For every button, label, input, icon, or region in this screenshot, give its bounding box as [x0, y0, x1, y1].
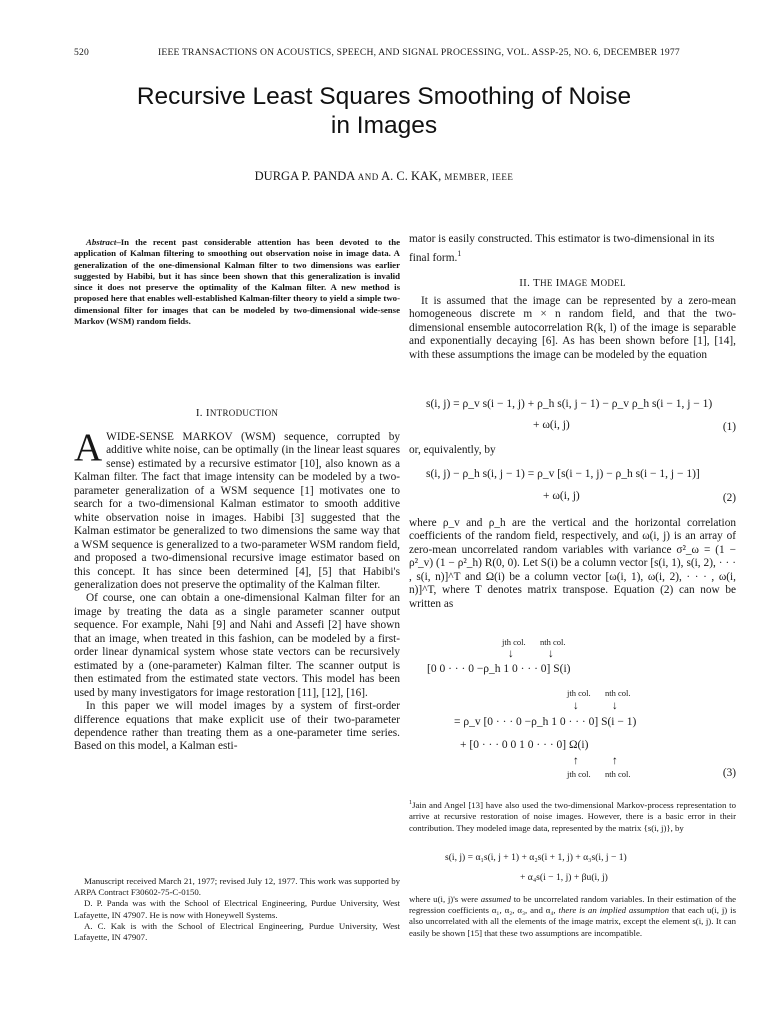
footnote-1	[409, 798, 736, 846]
label-nth-col-3: nth col.	[605, 769, 631, 779]
equation-2-number: (2)	[722, 492, 736, 504]
footnote-emphasis: assumed	[480, 894, 512, 904]
heading-rest: ODEL	[600, 278, 626, 288]
where-paragraph: where ρ_v and ρ_h are the vertical and the horizontal correlation coefficients of the random field, respectively, and ω(i, j) is an array of zero-mean uncorrelated random variables with variance σ²_ω = (1 − ρ²_v) (1 − ρ²_h) R(0, 0). Let S(i) be a column vector [s(i, 1), s(i, 2), · · · , s(i, n)]^T and Ω(i) be a column vector [ω(i, 1), ω(i, 2), · · · , ω(i, n)]^T, where T denotes matrix transpose. Equation (2) can now be written as	[409, 517, 736, 610]
author-1: DURGA P. PANDA	[254, 169, 355, 183]
journal-line: IEEE TRANSACTIONS ON ACOUSTICS, SPEECH, AND SIGNAL PROCESSING, VOL. ASSP-25, NO. 6, DECEMBER 1977	[158, 47, 680, 58]
intro-paragraph-2: Of course, one can obtain a one-dimensional Kalman filter for an image by treating the data as a single parameter scanner output sequence. For example, Nahi [9] and Nahi and Assefi [2] have shown that an image, when treated in this fashion, can be modeled by a first-order linear dynamical system whose state vectors can be recursively estimated by a (one-parameter) Kalman filter. The scanner output is then estimated from the estimated state vectors. This model has been used by many investigators for image restoration [11], [12], [16].	[74, 592, 400, 699]
heading-rest: NTRODUCTION	[209, 408, 279, 418]
author-affiliation: MEMBER, IEEE	[444, 172, 514, 182]
up-arrow-1: ↑	[573, 755, 579, 767]
page-number: 520	[74, 47, 89, 58]
section-heading-image-model	[409, 277, 736, 289]
abstract-lead: Abstract	[86, 237, 117, 247]
section-number: II.	[519, 277, 531, 289]
heading-initial: T	[533, 277, 541, 289]
label-nth-col-2: nth col.	[605, 688, 631, 698]
introduction-body	[74, 431, 400, 846]
label-jth-col-3: jth col.	[567, 769, 591, 779]
equation-3-line-2: = ρ_v [0 · · · 0 −ρ_h 1 0 · · · 0] S(i − 1)	[454, 716, 637, 728]
equation-1-line-2: + ω(i, j)	[533, 419, 570, 431]
equation-2-line-1: s(i, j) − ρ_h s(i, j − 1) = ρ_v [s(i − 1, j) − ρ_h s(i − 1, j − 1)]	[426, 468, 700, 480]
heading-initial: I	[205, 407, 210, 419]
heading-rest: MAGE	[559, 278, 588, 288]
equation-2-line-2: + ω(i, j)	[543, 490, 580, 502]
footnote-equation-line-2: + α₄s(i − 1, j) + βu(i, j)	[520, 872, 608, 883]
intro-paragraph-1-text: WIDE-SENSE MARKOV (WSM) sequence, corrupted by additive white noise, can be optimally (in the linear least squares sense) estimated by a recursive estimator [10], also known as a Kalman filter. The fact that image intensity can be modeled by a two-parameter generalization of a WSM sequence [1] motivates one to search for a two-dimensional Kalman estimator to smooth additive white observation noise in images. Habibi [3] suggested that the Kalman estimator be generalized to two dimensions the same way that a WSM sequence is generalized to a two-parameter WSM random field, and proposed a two-dimensional recursive image estimator based on this concept. It has since been determined [4], [5] that Habibi's generalization does not preserve the optimality of the Kalman filter.	[74, 431, 400, 591]
section-number: I.	[195, 407, 203, 419]
footnote-kak: A. C. Kak is with the School of Electrical Engineering, Purdue University, West Lafayette, IN 47907.	[74, 920, 400, 943]
intro-continuation-text: mator is easily constructed. This estimator is two-dimensional in its final form.	[409, 233, 715, 263]
author-and: AND	[357, 172, 379, 182]
footnote-text-part: that each u(i, j) is also uncorrelated with all the elements of the image matrix, except the element s(i, j). It can easily be shown [15] that these two assumptions are incompatible.	[409, 905, 736, 938]
down-arrow-3: ↓	[573, 700, 579, 712]
footnote-emphasis: there is an implied assumption	[558, 905, 669, 916]
drop-cap: A	[74, 431, 103, 469]
running-header	[74, 47, 736, 61]
equation-1-number: (1)	[722, 421, 736, 433]
heading-rest: HE	[540, 278, 553, 288]
down-arrow-1: ↓	[508, 648, 514, 660]
footnote-1-text: Jain and Angel [13] have also used the two-dimensional Markov-process representation to arrive at recursive restoration of noise images. However, there is a basic error in their contribution. They modeled image data, represented by the matrix {s(i, j)}, by	[409, 799, 736, 833]
paper-title	[60, 82, 708, 140]
intro-continuation	[409, 233, 736, 263]
intro-paragraph-1	[74, 431, 400, 592]
up-arrow-2: ↑	[612, 755, 618, 767]
title-line-1: Recursive Least Squares Smoothing of Noise	[136, 83, 632, 110]
abstract-text: –In the recent past considerable attention has been devoted to the application of Kalman filtering to smoothing out observation noise in image data. A generalization of the one-dimensional Kalman filter to two dimensions was earlier suggested by Habibi, but it has since been shown that this generalization is invalid since it does not preserve the optimality of the Kalman filter. A new method is proposed here that enables well-established Kalman-filter theory to yield a simple two-dimensional filter for images that can be modeled by two-dimensional wide-sense Markov (WSM) random fields.	[74, 237, 400, 327]
or-equivalently: or, equivalently, by	[409, 444, 496, 456]
author-line	[0, 169, 768, 184]
footnote-1-marker: 1	[409, 800, 413, 806]
footnote-panda: D. P. Panda was with the School of Electrical Engineering, Purdue University, West Lafayette, IN 47907. He is now with Honeywell Systems.	[74, 898, 400, 920]
label-jth-col-1: jth col.	[502, 637, 526, 647]
abstract	[74, 237, 400, 355]
equation-1-line-1: s(i, j) = ρ_v s(i − 1, j) + ρ_h s(i, j − 1) − ρ_v ρ_h s(i − 1, j − 1)	[426, 398, 713, 410]
heading-initial: I	[555, 277, 560, 289]
section-heading-introduction	[74, 407, 400, 419]
footnote-marker: 1	[457, 248, 462, 258]
footnote-received: Manuscript received March 21, 1977; revised July 12, 1977. This work was supported by ARPA Contract F30602-75-C-0150.	[74, 876, 400, 898]
down-arrow-2: ↓	[548, 648, 554, 660]
author-2: A. C. KAK,	[381, 169, 442, 183]
label-jth-col-2: jth col.	[567, 688, 591, 698]
equation-3-line-3: + [0 · · · 0 0 1 0 · · · 0] Ω(i)	[460, 739, 589, 751]
equation-3-number: (3)	[722, 767, 736, 779]
heading-initial: M	[590, 277, 601, 289]
down-arrow-4: ↓	[612, 700, 618, 712]
image-model-paragraph: It is assumed that the image can be represented by a zero-mean homogeneous discrete m × n random field, and that the two-dimensional ensemble autocorrelation R(k, l) of the image is separable and exponentially decaying [6]. As has been shown before [1], [14], with these assumptions the image can be modeled by the equation	[409, 295, 736, 361]
footnote-text-part: to be uncorrelated random variables. In their estimation of the regression coefficients α₁, α₂, α₃, and α₄,	[409, 894, 736, 916]
footnote-equation-line-1: s(i, j) = α₁s(i, j + 1) + α₂s(i + 1, j) + α₃s(i, j − 1)	[445, 852, 627, 863]
footnote-1-continued	[409, 894, 736, 962]
intro-paragraph-3: In this paper we will model images by a system of first-order difference equations that make explicit use of their two-parameter dependence rather than treating them as a one-parameter time series. Based on this model, a Kalman esti-	[74, 700, 400, 753]
label-nth-col-1: nth col.	[540, 637, 566, 647]
title-line-2: in Images	[330, 112, 438, 139]
footnote-text-part: where u(i, j)'s were	[409, 894, 481, 904]
manuscript-footnote	[74, 876, 400, 962]
equation-3-line-1: [0 0 · · · 0 −ρ_h 1 0 · · · 0] S(i)	[427, 663, 571, 675]
